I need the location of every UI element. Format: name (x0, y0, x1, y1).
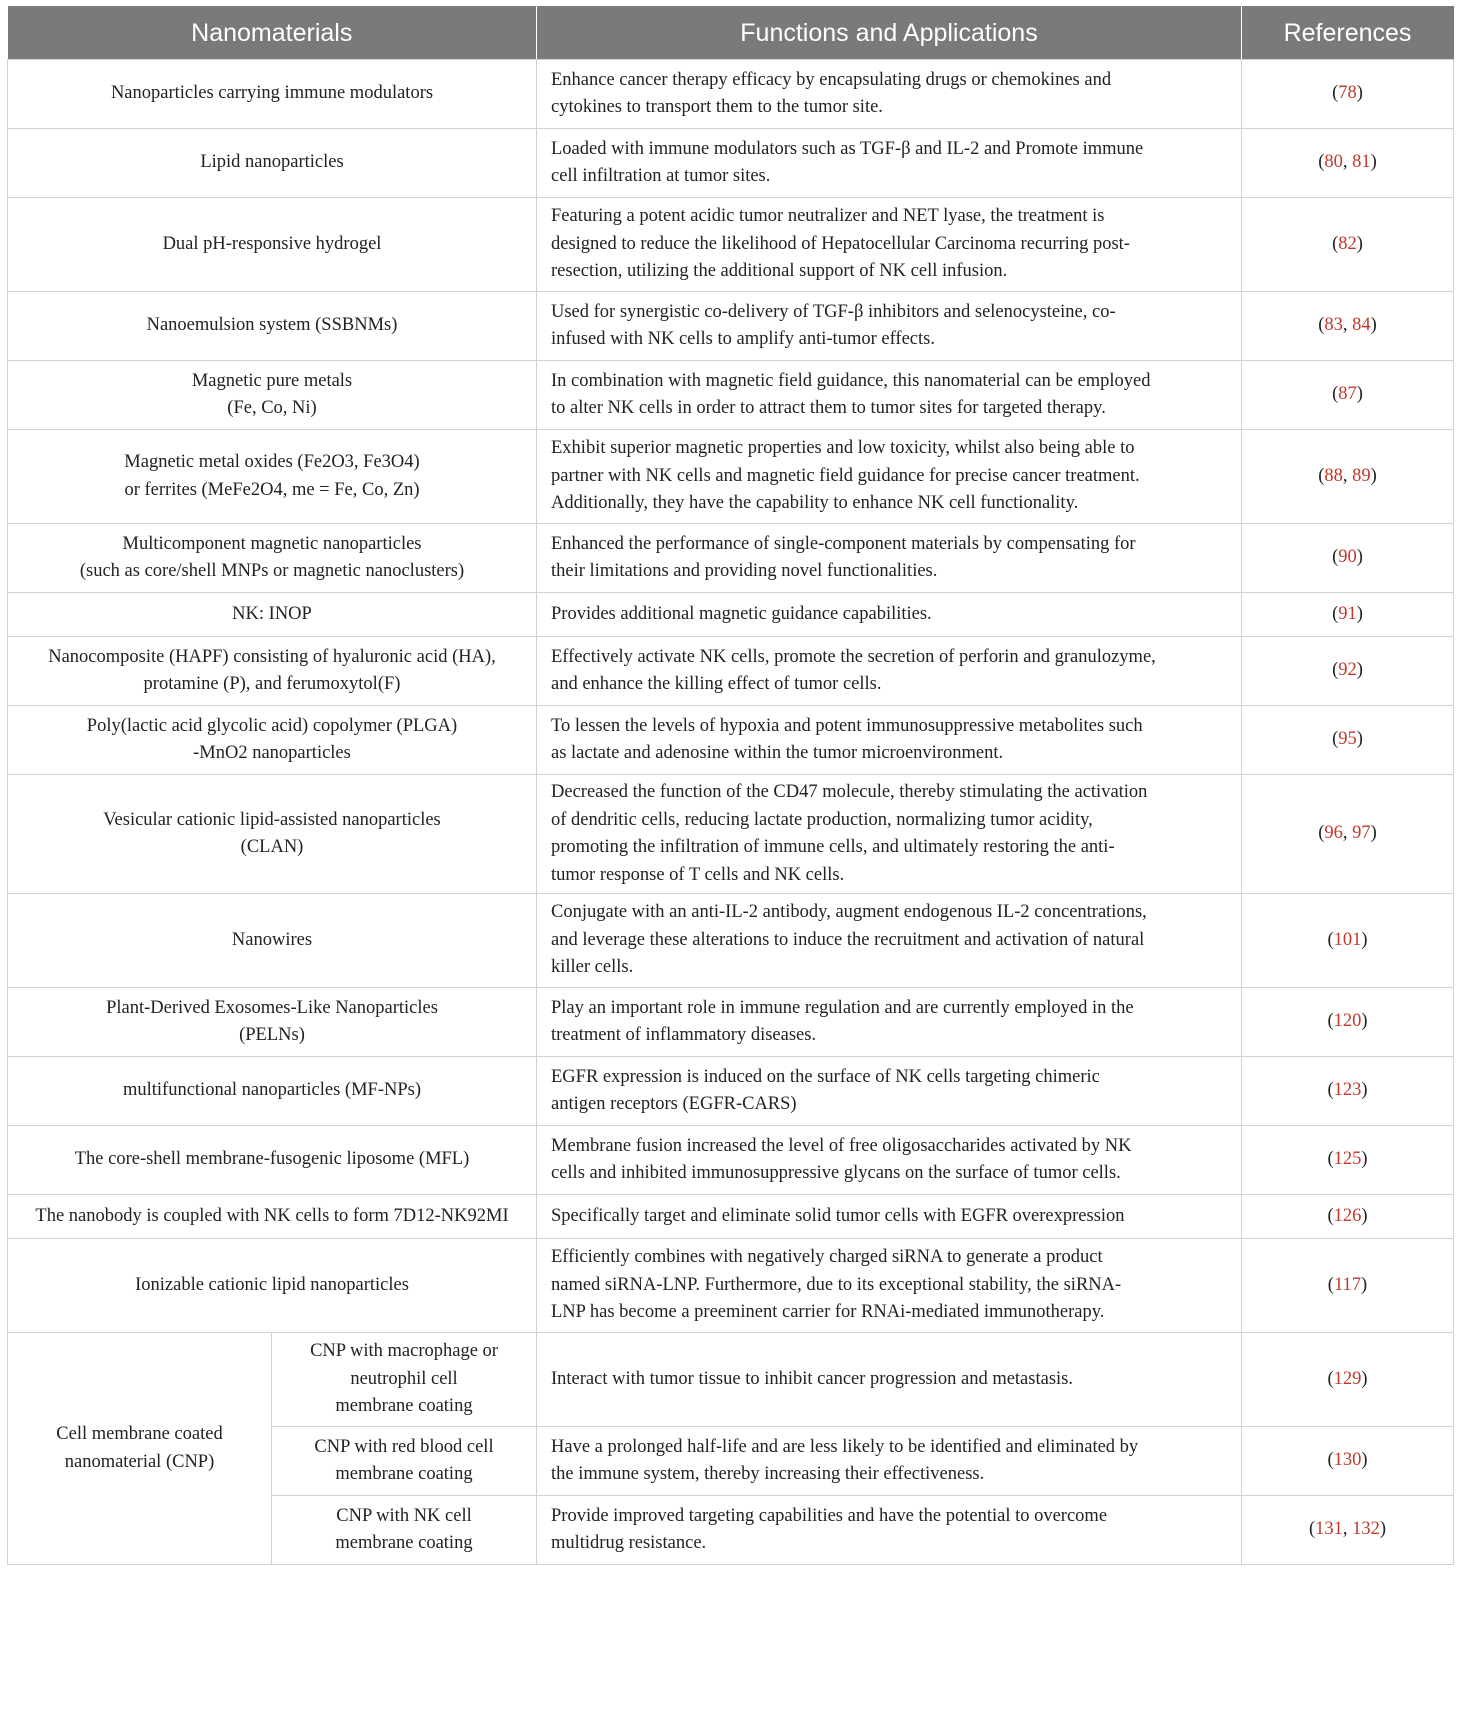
reference-list: (92) (1332, 660, 1363, 681)
table-row (8, 292, 1454, 361)
table-row (8, 361, 1454, 430)
function-line: as lactate and adenosine within the tumor microenvironment. (551, 743, 1004, 763)
cnp-subtype-cell (272, 1427, 537, 1496)
function-line: Conjugate with an anti-IL-2 antibody, augment endogenous IL-2 concentrations, (551, 902, 1147, 923)
reference-list: (78) (1332, 83, 1363, 104)
nanomaterial-cell (8, 706, 537, 775)
nanomaterial-line: multifunctional nanoparticles (MF-NPs) (122, 1080, 421, 1101)
function-line: and leverage these alterations to induce the recruitment and activation of natural (551, 929, 1145, 950)
table-header-row (8, 7, 1454, 60)
function-line: and enhance the killing effect of tumor cells. (551, 674, 882, 694)
nanomaterial-cell (8, 894, 537, 988)
function-line: Exhibit superior magnetic properties and low toxicity, whilst also being able to (551, 438, 1135, 459)
reference-list: (125) (1327, 1149, 1368, 1170)
nanomaterial-line: Magnetic pure metals (191, 370, 353, 391)
references-cell (1242, 198, 1454, 292)
cnp-subtype-line: membrane coating (335, 1464, 473, 1484)
references-cell (1242, 129, 1454, 198)
reference-list: (83, 84) (1318, 315, 1377, 336)
function-line: partner with NK cells and magnetic field guidance for precise cancer treatment. (551, 465, 1140, 486)
function-line: resection, utilizing the additional support of NK cell infusion. (551, 261, 1008, 282)
reference-link[interactable]: 83 (1324, 315, 1343, 336)
function-cell (537, 593, 1242, 637)
function-line: Loaded with immune modulators such as TGF-β and IL-2 and Promote immune (551, 138, 1144, 159)
cnp-subtype-line: neutrophil cell (350, 1368, 458, 1389)
function-cell (537, 129, 1242, 198)
function-line: Enhanced the performance of single-component materials by compensating for (551, 533, 1136, 554)
nanomaterial-cell (8, 1057, 537, 1126)
function-cell (537, 775, 1242, 894)
nanomaterial-line: Magnetic metal oxides (Fe2O3, Fe3O4) (124, 452, 420, 472)
nanomaterial-cell (8, 1195, 537, 1239)
function-line: multidrug resistance. (551, 1533, 707, 1553)
table-row (8, 430, 1454, 524)
references-cell (1242, 524, 1454, 593)
nanomaterial-line: Nanowires (231, 929, 313, 950)
nanomaterial-line: The nanobody is coupled with NK cells to form 7D12-NK92MI (35, 1205, 509, 1226)
reference-link[interactable]: 125 (1333, 1149, 1362, 1170)
function-line: Membrane fusion increased the level of free oligosaccharides activated by NK (551, 1135, 1132, 1156)
function-line: cells and inhibited immunosuppressive glycans on the surface of tumor cells. (551, 1163, 1121, 1183)
function-line: To lessen the levels of hypoxia and potent immunosuppressive metabolites such (551, 715, 1143, 736)
cnp-parent-line: nanomaterial (CNP) (64, 1451, 215, 1472)
table-row (8, 706, 1454, 775)
cnp-parent-line: Cell membrane coated (56, 1424, 223, 1444)
nanomaterial-line: The core-shell membrane-fusogenic liposome (MFL) (74, 1149, 470, 1170)
function-line: Effectively activate NK cells, promote the secretion of perforin and granulozyme, (551, 646, 1156, 667)
reference-link[interactable]: 90 (1338, 547, 1357, 568)
header-functions: Functions and Applications (537, 7, 1242, 60)
function-line: Efficiently combines with negatively charged siRNA to generate a product (551, 1247, 1103, 1268)
reference-link[interactable]: 131 (1315, 1519, 1343, 1540)
function-line: Provides additional magnetic guidance capabilities. (551, 603, 932, 624)
header-references: References (1242, 7, 1454, 60)
reference-link[interactable]: 82 (1338, 233, 1357, 254)
function-line: cytokines to transport them to the tumor site. (551, 97, 883, 117)
function-line: Decreased the function of the CD47 molecule, thereby stimulating the activation (551, 782, 1148, 802)
references-cell (1242, 775, 1454, 894)
nanomaterial-line: Nanocomposite (HAPF) consisting of hyaluronic acid (HA), (48, 646, 496, 667)
reference-list: (88, 89) (1318, 465, 1377, 486)
references-cell (1242, 1239, 1454, 1333)
nanomaterial-line: Plant-Derived Exosomes-Like Nanoparticles (106, 997, 438, 1018)
nanomaterial-line: Vesicular cationic lipid-assisted nanoparticles (103, 809, 441, 830)
cnp-parent-cell (8, 1333, 272, 1565)
reference-list: (126) (1327, 1205, 1368, 1226)
function-line: In combination with magnetic field guidance, this nanomaterial can be employed (551, 370, 1151, 391)
reference-list: (96, 97) (1318, 823, 1377, 844)
function-cell (537, 1239, 1242, 1333)
reference-link[interactable]: 132 (1352, 1519, 1380, 1540)
reference-link[interactable]: 101 (1333, 929, 1362, 950)
function-line: LNP has become a preeminent carrier for RNAi-mediated immunotherapy. (551, 1302, 1105, 1323)
reference-link[interactable]: 91 (1338, 603, 1357, 624)
nanomaterial-cell (8, 1239, 537, 1333)
reference-list: (82) (1332, 233, 1363, 254)
function-line: Provide improved targeting capabilities and have the potential to overcome (551, 1505, 1108, 1526)
references-cell (1242, 706, 1454, 775)
reference-link[interactable]: 89 (1352, 465, 1371, 486)
table-row (8, 524, 1454, 593)
function-line: Enhance cancer therapy efficacy by encapsulating drugs or chemokines and (551, 69, 1112, 90)
function-cell (537, 198, 1242, 292)
references-cell (1242, 60, 1454, 129)
references-cell (1242, 292, 1454, 361)
cnp-subtype-cell (272, 1496, 537, 1565)
reference-link[interactable]: 92 (1338, 660, 1357, 681)
references-cell (1242, 894, 1454, 988)
references-cell (1242, 593, 1454, 637)
header-nanomaterials: Nanomaterials (8, 7, 537, 60)
function-line: Have a prolonged half-life and are less likely to be identified and eliminated by (551, 1436, 1139, 1457)
references-cell (1242, 1333, 1454, 1427)
references-cell (1242, 1427, 1454, 1496)
references-cell (1242, 430, 1454, 524)
reference-list: (101) (1327, 929, 1368, 950)
table-row (8, 775, 1454, 894)
nanomaterials-table (7, 6, 1454, 1565)
function-line: Specifically target and eliminate solid tumor cells with EGFR overexpression (551, 1205, 1125, 1226)
cnp-subtype-line: membrane coating (335, 1396, 473, 1417)
function-cell (537, 1496, 1242, 1565)
table-body (8, 60, 1454, 1565)
function-line: treatment of inflammatory diseases. (551, 1025, 817, 1045)
nanomaterial-cell (8, 430, 537, 524)
function-line: to alter NK cells in order to attract them to tumor sites for targeted therapy. (551, 398, 1106, 418)
nanomaterial-line: Nanoparticles carrying immune modulators (110, 83, 434, 104)
references-cell (1242, 361, 1454, 430)
reference-link[interactable]: 96 (1324, 823, 1343, 844)
table-row (8, 198, 1454, 292)
table-row (8, 60, 1454, 129)
function-line: the immune system, thereby increasing their effectiveness. (551, 1464, 985, 1484)
cnp-subtype-line: CNP with NK cell (336, 1505, 472, 1526)
nanomaterial-cell (8, 637, 537, 706)
nanomaterial-cell (8, 60, 537, 129)
function-line: their limitations and providing novel functionalities. (551, 561, 938, 581)
nanomaterial-line: (PELNs) (239, 1025, 305, 1045)
cnp-subtype-cell (272, 1333, 537, 1427)
function-line: designed to reduce the likelihood of Hepatocellular Carcinoma recurring post- (551, 233, 1130, 254)
nanomaterial-cell (8, 292, 537, 361)
function-cell (537, 1333, 1242, 1427)
references-cell (1242, 1195, 1454, 1239)
reference-link[interactable]: 80 (1324, 152, 1343, 173)
function-cell (537, 1057, 1242, 1126)
function-cell (537, 988, 1242, 1057)
function-line: cell infiltration at tumor sites. (551, 166, 771, 186)
nanomaterial-line: (such as core/shell MNPs or magnetic nanoclusters) (79, 561, 465, 581)
reference-link[interactable]: 81 (1352, 152, 1371, 173)
table-row (8, 593, 1454, 637)
reference-link[interactable]: 87 (1338, 384, 1357, 405)
reference-list: (120) (1327, 1011, 1368, 1032)
references-cell (1242, 1496, 1454, 1565)
nanomaterial-cell (8, 524, 537, 593)
function-line: Interact with tumor tissue to inhibit cancer progression and metastasis. (551, 1368, 1073, 1389)
function-cell (537, 524, 1242, 593)
function-line: infused with NK cells to amplify anti-tumor effects. (551, 329, 935, 349)
nanomaterial-line: Nanoemulsion system (SSBNMs) (146, 315, 398, 336)
nanomaterial-line: Lipid nanoparticles (200, 152, 344, 173)
function-cell (537, 894, 1242, 988)
table-row (8, 129, 1454, 198)
reference-link[interactable]: 117 (1333, 1274, 1362, 1295)
reference-link[interactable]: 95 (1338, 729, 1357, 750)
nanomaterial-cell (8, 129, 537, 198)
nanomaterial-line: (CLAN) (240, 837, 304, 857)
function-cell (537, 706, 1242, 775)
nanomaterial-cell (8, 1126, 537, 1195)
table-row (8, 894, 1454, 988)
reference-list: (130) (1327, 1450, 1368, 1471)
reference-list: (131, 132) (1308, 1519, 1387, 1540)
function-line: Additionally, they have the capability to enhance NK cell functionality. (551, 493, 1079, 514)
reference-list: (117) (1327, 1274, 1368, 1295)
function-line: EGFR expression is induced on the surface of NK cells targeting chimeric (551, 1066, 1100, 1087)
reference-link[interactable]: 123 (1333, 1080, 1362, 1101)
function-line: named siRNA-LNP. Furthermore, due to its exceptional stability, the siRNA- (551, 1274, 1122, 1295)
reference-link[interactable]: 78 (1338, 83, 1357, 104)
reference-link[interactable]: 88 (1324, 465, 1343, 486)
cnp-subtype-line: membrane coating (335, 1533, 473, 1553)
table-row (8, 1057, 1454, 1126)
reference-list: (87) (1332, 384, 1363, 405)
nanomaterial-cell (8, 775, 537, 894)
nanomaterial-line: or ferrites (MeFe2O4, me = Fe, Co, Zn) (124, 479, 420, 500)
nanomaterial-cell (8, 361, 537, 430)
function-cell (537, 292, 1242, 361)
table-row (8, 988, 1454, 1057)
function-line: Play an important role in immune regulation and are currently employed in the (551, 997, 1134, 1018)
cnp-subtype-line: CNP with macrophage or (310, 1341, 498, 1362)
nanomaterials-table-container (7, 6, 1453, 1565)
nanomaterial-line: Dual pH-responsive hydrogel (162, 233, 382, 254)
nanomaterial-line: protamine (P), and ferumoxytol(F) (143, 674, 401, 694)
reference-list: (129) (1327, 1368, 1368, 1389)
reference-link[interactable]: 97 (1352, 823, 1371, 844)
function-line: killer cells. (551, 957, 634, 978)
nanomaterial-line: NK: INOP (232, 603, 312, 624)
nanomaterial-line: (Fe, Co, Ni) (227, 398, 317, 418)
nanomaterial-line: Multicomponent magnetic nanoparticles (122, 533, 422, 554)
table-row (8, 637, 1454, 706)
function-cell (537, 60, 1242, 129)
nanomaterial-cell (8, 198, 537, 292)
table-row (8, 1126, 1454, 1195)
function-cell (537, 361, 1242, 430)
nanomaterial-cell (8, 593, 537, 637)
nanomaterial-cell (8, 988, 537, 1057)
reference-link[interactable]: 129 (1333, 1368, 1362, 1389)
function-line: Featuring a potent acidic tumor neutralizer and NET lyase, the treatment is (551, 206, 1105, 227)
function-line: Used for synergistic co-delivery of TGF-β inhibitors and selenocysteine, co- (551, 301, 1116, 322)
nanomaterial-line: Ionizable cationic lipid nanoparticles (135, 1274, 409, 1295)
function-cell (537, 1195, 1242, 1239)
references-cell (1242, 637, 1454, 706)
references-cell (1242, 1057, 1454, 1126)
function-line: antigen receptors (EGFR-CARS) (551, 1094, 797, 1114)
function-line: of dendritic cells, reducing lactate production, normalizing tumor acidity, (551, 809, 1093, 830)
function-cell (537, 1126, 1242, 1195)
reference-link[interactable]: 84 (1352, 315, 1371, 336)
function-line: promoting the infiltration of immune cells, and ultimately restoring the anti- (551, 837, 1115, 857)
references-cell (1242, 988, 1454, 1057)
nanomaterial-line: Poly(lactic acid glycolic acid) copolymer (PLGA) (86, 715, 458, 736)
table-row (8, 1195, 1454, 1239)
reference-list: (123) (1327, 1080, 1368, 1101)
cnp-subtype-line: CNP with red blood cell (314, 1436, 494, 1457)
function-cell (537, 430, 1242, 524)
reference-list: (91) (1332, 603, 1363, 624)
function-line: tumor response of T cells and NK cells. (551, 864, 845, 885)
nanomaterial-line: -MnO2 nanoparticles (193, 743, 351, 763)
table-row (8, 1239, 1454, 1333)
reference-link[interactable]: 130 (1333, 1450, 1362, 1471)
references-cell (1242, 1126, 1454, 1195)
function-cell (537, 1427, 1242, 1496)
reference-list: (80, 81) (1318, 152, 1377, 173)
table-row-cnp (8, 1333, 1454, 1427)
function-cell (537, 637, 1242, 706)
reference-list: (95) (1332, 729, 1363, 750)
reference-link[interactable]: 120 (1333, 1011, 1362, 1032)
reference-list: (90) (1332, 547, 1363, 568)
reference-link[interactable]: 126 (1333, 1205, 1362, 1226)
